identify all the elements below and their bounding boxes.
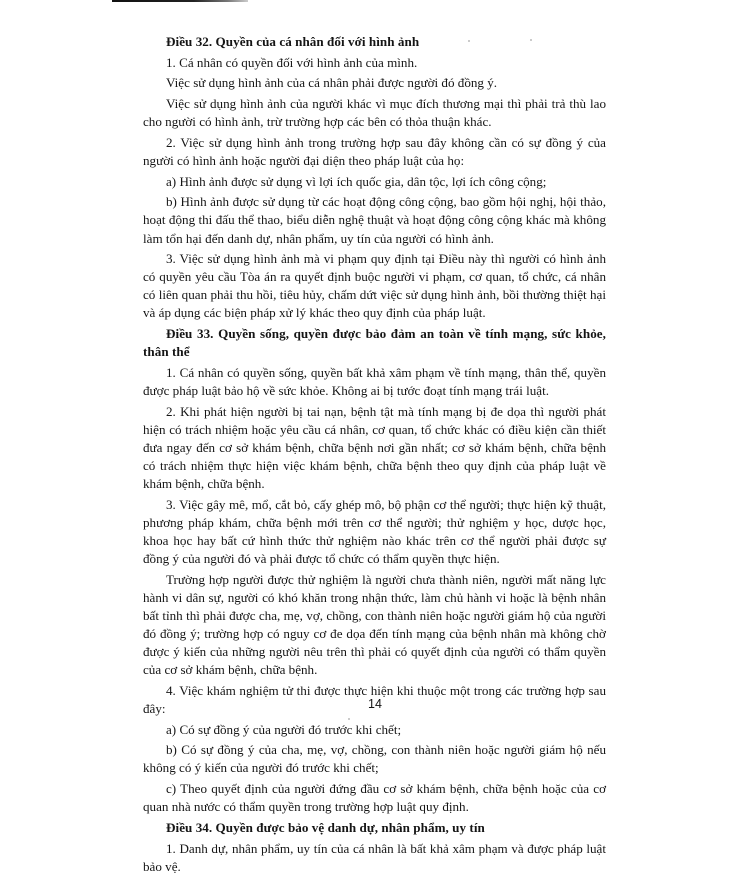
- article-32-para-7: 3. Việc sử dụng hình ảnh mà vi phạm quy định tại Điều này thì người có hình ảnh có quyền yêu cầu Tòa án ra quyết định buộc người vi phạm, cơ quan, tổ chức, cá nhân có liên quan phải thu hồi, tiêu hủy, chấm dứt việc sử dụng hình ảnh, bồi thường thiệt hại và áp dụng các biện pháp xử lý khác theo quy định của pháp luật.: [143, 251, 606, 321]
- article-32-para-3: Việc sử dụng hình ảnh của người khác vì mục đích thương mại thì phải trả thù lao cho người có hình ảnh, trừ trường hợp các bên có thỏa thuận khác.: [143, 96, 606, 130]
- article-33-title: Điều 33. Quyền sống, quyền được bảo đảm an toàn về tính mạng, sức khỏe, thân thể: [143, 326, 606, 360]
- article-33-para-7: b) Có sự đồng ý của cha, mẹ, vợ, chồng, con thành niên hoặc người giám hộ nếu không có ý kiến của người đó trước khi chết;: [143, 742, 606, 776]
- scan-speck: [348, 718, 350, 720]
- article-32-para-6: b) Hình ảnh được sử dụng từ các hoạt động công cộng, bao gồm hội nghị, hội thảo, hoạt động thi đấu thể thao, biểu diễn nghệ thuật và hoạt động công cộng khác mà không làm tổn hại đến danh dự, nhân phẩm, uy tín của người có hình ảnh.: [143, 194, 606, 246]
- article-32-para-1: 1. Cá nhân có quyền đối với hình ảnh của mình.: [166, 54, 418, 70]
- article-33-para-5: 4. Việc khám nghiệm tử thi được thực hiện khi thuộc một trong các trường hợp sau đây:: [143, 682, 606, 716]
- article-33-para-8: c) Theo quyết định của người đứng đầu cơ sở khám bệnh, chữa bệnh hoặc của cơ quan nhà nước có thẩm quyền trong trường hợp luật quy định.: [143, 781, 606, 815]
- article-33-para-3: 3. Việc gây mê, mổ, cắt bỏ, cấy ghép mô, bộ phận cơ thể người; thực hiện kỹ thuật, phương pháp khám, chữa bệnh mới trên cơ thể người; thử nghiệm y học, dược học, khoa học hay bất cứ hình thức thử nghiệm nào khác trên cơ thể người phải được sự đồng ý của người đó và phải được tổ chức có thẩm quyền thực hiện.: [143, 496, 606, 567]
- scan-edge-bar: [112, 0, 248, 2]
- article-33-para-1: 1. Cá nhân có quyền sống, quyền bất khả xâm phạm về tính mạng, thân thể, quyền được pháp luật bảo hộ về sức khỏe. Không ai bị tước đoạt tính mạng trái luật.: [143, 364, 606, 399]
- page-number: 14: [368, 697, 382, 711]
- article-32-para-4: 2. Việc sử dụng hình ảnh trong trường hợp sau đây không cần có sự đồng ý của người có hình ảnh hoặc người đại diện theo pháp luật của họ:: [143, 134, 606, 168]
- article-32-para-5: a) Hình ảnh được sử dụng vì lợi ích quốc gia, dân tộc, lợi ích công cộng;: [166, 173, 547, 189]
- scan-speck: [468, 40, 470, 42]
- article-34-title: Điều 34. Quyền được bảo vệ danh dự, nhân phẩm, uy tín: [166, 819, 485, 835]
- article-33-para-4: Trường hợp người được thử nghiệm là người chưa thành niên, người mất năng lực hành vi dân sự, người có khó khăn trong nhận thức, làm chủ hành vi hoặc là bệnh nhân bất tỉnh thì phải được cha, mẹ, vợ, chồng, con thành niên hoặc người giám hộ của người đó đồng ý; trường hợp có nguy cơ đe dọa đến tính mạng của bệnh nhân mà không chờ được ý kiến của những người nêu trên thì phải có quyết định của người có thẩm quyền của cơ sở khám bệnh, chữa bệnh.: [143, 571, 606, 678]
- article-32-para-2: Việc sử dụng hình ảnh của cá nhân phải được người đó đồng ý.: [166, 75, 498, 91]
- scan-speck: [530, 39, 532, 41]
- document-page: [143, 33, 606, 878]
- article-34-para-1: 1. Danh dự, nhân phẩm, uy tín của cá nhân là bất khả xâm phạm và được pháp luật bảo vệ.: [143, 840, 606, 874]
- article-32-title: Điều 32. Quyền của cá nhân đối với hình ảnh: [166, 34, 420, 49]
- article-33-para-2: 2. Khi phát hiện người bị tai nạn, bệnh tật mà tính mạng bị đe dọa thì người phát hiện có trách nhiệm hoặc yêu cầu cá nhân, cơ quan, tổ chức khác có điều kiện cần thiết đưa ngay đến cơ sở khám bệnh, chữa bệnh nơi gần nhất; cơ sở khám bệnh, chữa bệnh có trách nhiệm thực hiện việc khám bệnh, chữa bệnh theo quy định của pháp luật về khám bệnh, chữa bệnh.: [143, 403, 606, 492]
- article-33-para-6: a) Có sự đồng ý của người đó trước khi chết;: [166, 721, 402, 737]
